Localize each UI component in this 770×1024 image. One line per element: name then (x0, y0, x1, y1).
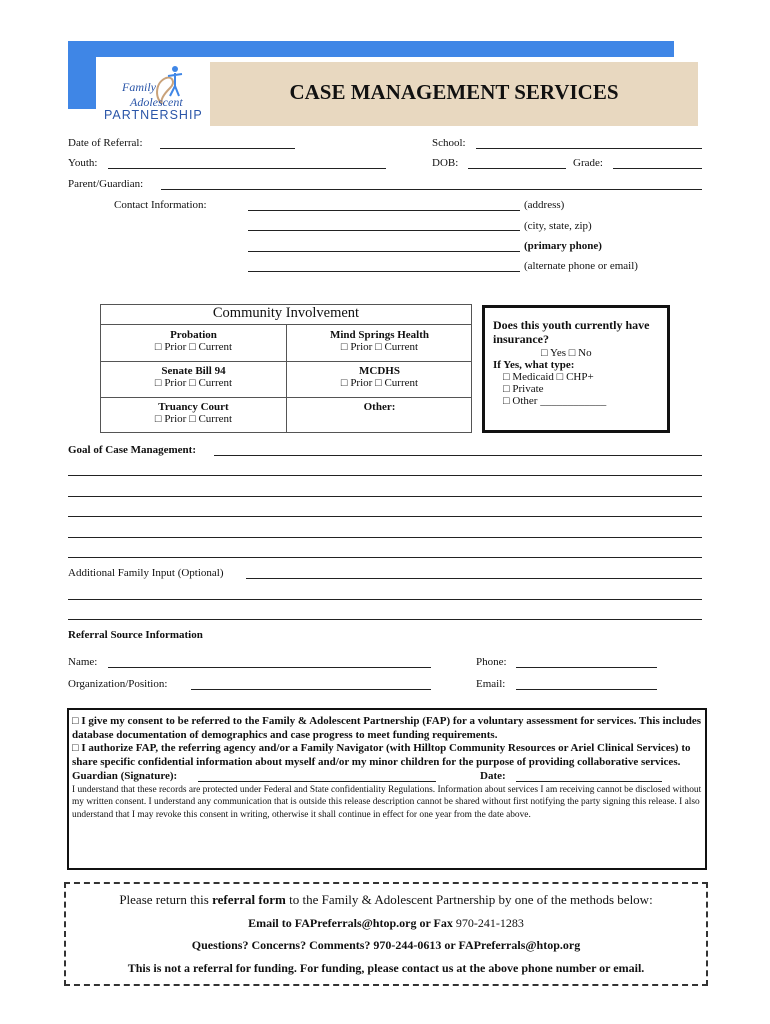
header-accent-side (68, 41, 96, 109)
community-cell-other[interactable] (287, 401, 472, 413)
date-of-referral-label: Date of Referral: (68, 137, 143, 149)
cell-name: MCDHS (359, 365, 400, 377)
community-cell-mcdhs[interactable] (287, 365, 472, 389)
cell-options: □ Prior □ Current (154, 413, 233, 425)
referral-org-label: Organization/Position: (68, 678, 168, 690)
parent-guardian-label: Parent/Guardian: (68, 178, 144, 190)
insurance-option-other[interactable]: □ Other ____________ (503, 395, 607, 407)
goal-field-line[interactable] (68, 475, 702, 476)
contact-city-field[interactable] (248, 230, 520, 231)
cell-options: □ Prior □ Current (340, 341, 419, 353)
confidentiality-statement: I understand that these records are protected under Federal and State confidentiality Regulations. Information about services I am receiving cannot be disclosed without my written consent. I understand any communication that is outside this release description cannot be shared without first notifying the party signing this release. I also understand that I may revoke this consent in writing, otherwise it shall continue in effect for one year from the date above. (72, 785, 702, 820)
cell-options: □ Prior □ Current (154, 341, 233, 353)
insurance-type-label: If Yes, what type: (493, 359, 575, 371)
footer-return-post: to the Family & Adolescent Partnership by one of the methods below: (285, 892, 653, 907)
referral-phone-label: Phone: (476, 656, 507, 668)
footer-return-line (66, 892, 706, 908)
referral-name-label: Name: (68, 656, 98, 668)
logo-text-partnership: PARTNERSHIP (104, 108, 203, 122)
consent-box (67, 708, 707, 870)
contact-city-hint: (city, state, zip) (524, 220, 592, 232)
parent-guardian-field[interactable] (161, 189, 702, 190)
insurance-yes-no[interactable]: □ Yes □ No (541, 347, 592, 359)
signature-date-label: Date: (480, 770, 506, 782)
referral-email-field[interactable] (516, 689, 657, 690)
youth-label: Youth: (68, 157, 98, 169)
contact-address-field[interactable] (248, 210, 520, 211)
youth-field[interactable] (108, 168, 386, 169)
referral-name-field[interactable] (108, 667, 431, 668)
cell-name: Probation (170, 329, 217, 341)
contact-address-hint: (address) (524, 199, 565, 211)
referral-phone-field[interactable] (516, 667, 657, 668)
referral-org-field[interactable] (191, 689, 431, 690)
page-title: CASE MANAGEMENT SERVICES (289, 80, 619, 104)
referral-source-heading: Referral Source Information (68, 629, 203, 641)
grade-field[interactable] (613, 168, 702, 169)
footer-funding-note: This is not a referral for funding. For funding, please contact us at the above phone number or email. (127, 961, 645, 975)
contact-alternate-hint: (alternate phone or email) (524, 260, 638, 272)
community-involvement-table (100, 304, 472, 433)
contact-alternate-field[interactable] (248, 271, 520, 272)
guardian-signature-label: Guardian (Signature): (72, 770, 178, 782)
cell-name: Senate Bill 94 (161, 365, 226, 377)
school-field[interactable] (476, 148, 702, 149)
contact-information-label: Contact Information: (114, 199, 207, 211)
additional-input-line[interactable] (68, 599, 702, 600)
contact-primary-phone-hint: (primary phone) (524, 240, 602, 252)
insurance-option-medicaid-chp[interactable]: □ Medicaid □ CHP+ (503, 371, 594, 383)
insurance-option-private[interactable]: □ Private (503, 383, 544, 395)
consent-paragraph-assessment[interactable]: □ I give my consent to be referred to the Family & Adolescent Partnership (FAP) for a voluntary assessment for services. This includes database documentation of demographics and case progress to meet funding requirements. (72, 715, 701, 741)
consent-paragraph-authorize[interactable]: □ I authorize FAP, the referring agency and/or a Family Navigator (with Hilltop Community Resources or Ariel Clinical Services) to share specific confidential information about myself and/or my minor children for the purpose of providing collaborative services. (72, 742, 691, 768)
community-cell-senate-bill[interactable] (101, 365, 286, 389)
table-divider (101, 361, 471, 362)
cell-name: Mind Springs Health (329, 329, 430, 341)
goal-label: Goal of Case Management: (68, 444, 197, 456)
grade-label: Grade: (573, 157, 603, 169)
additional-input-line[interactable] (246, 578, 702, 579)
goal-field-line[interactable] (214, 455, 702, 456)
contact-primary-phone-field[interactable] (248, 251, 520, 252)
additional-input-label: Additional Family Input (Optional) (68, 567, 224, 579)
additional-input-line[interactable] (68, 619, 702, 620)
community-cell-probation[interactable] (101, 329, 286, 353)
referral-email-label: Email: (476, 678, 506, 690)
insurance-box (482, 305, 670, 433)
date-of-referral-field[interactable] (160, 148, 295, 149)
goal-field-line[interactable] (68, 557, 702, 558)
footer-questions-line: Questions? Concerns? Comments? 970-244-0613 or FAPreferrals@htop.org (191, 938, 581, 952)
cell-options: □ Prior □ Current (154, 377, 233, 389)
footer-return-pre: Please return this (119, 892, 213, 907)
logo-text-family: Family (122, 80, 156, 94)
goal-field-line[interactable] (68, 537, 702, 538)
organization-logo (100, 62, 212, 124)
signature-row (72, 770, 702, 784)
footer-email-fax[interactable]: Email to FAPreferrals@htop.org or Fax (248, 916, 453, 930)
signature-date-field[interactable] (516, 781, 662, 782)
goal-field-line[interactable] (68, 516, 702, 517)
footer-instructions (64, 882, 708, 986)
cell-options: □ Prior □ Current (340, 377, 419, 389)
guardian-signature-field[interactable] (198, 781, 436, 782)
header-accent-bar (68, 41, 674, 57)
community-cell-mind-springs[interactable] (287, 329, 472, 353)
cell-name: Truancy Court (158, 401, 229, 413)
logo-text-adolescent: Adolescent (130, 95, 183, 109)
community-involvement-title: Community Involvement (101, 305, 471, 325)
dob-label: DOB: (432, 157, 459, 169)
footer-fax-number: 970-241-1283 (452, 916, 524, 930)
table-divider (101, 397, 471, 398)
dob-field[interactable] (468, 168, 566, 169)
footer-return-bold: referral form (212, 892, 286, 907)
goal-field-line[interactable] (68, 496, 702, 497)
community-cell-truancy-court[interactable] (101, 401, 286, 425)
footer-email-fax-line (66, 916, 706, 931)
school-label: School: (432, 137, 466, 149)
insurance-question: Does this youth currently have insurance? (493, 318, 650, 346)
cell-name: Other: (363, 401, 396, 413)
